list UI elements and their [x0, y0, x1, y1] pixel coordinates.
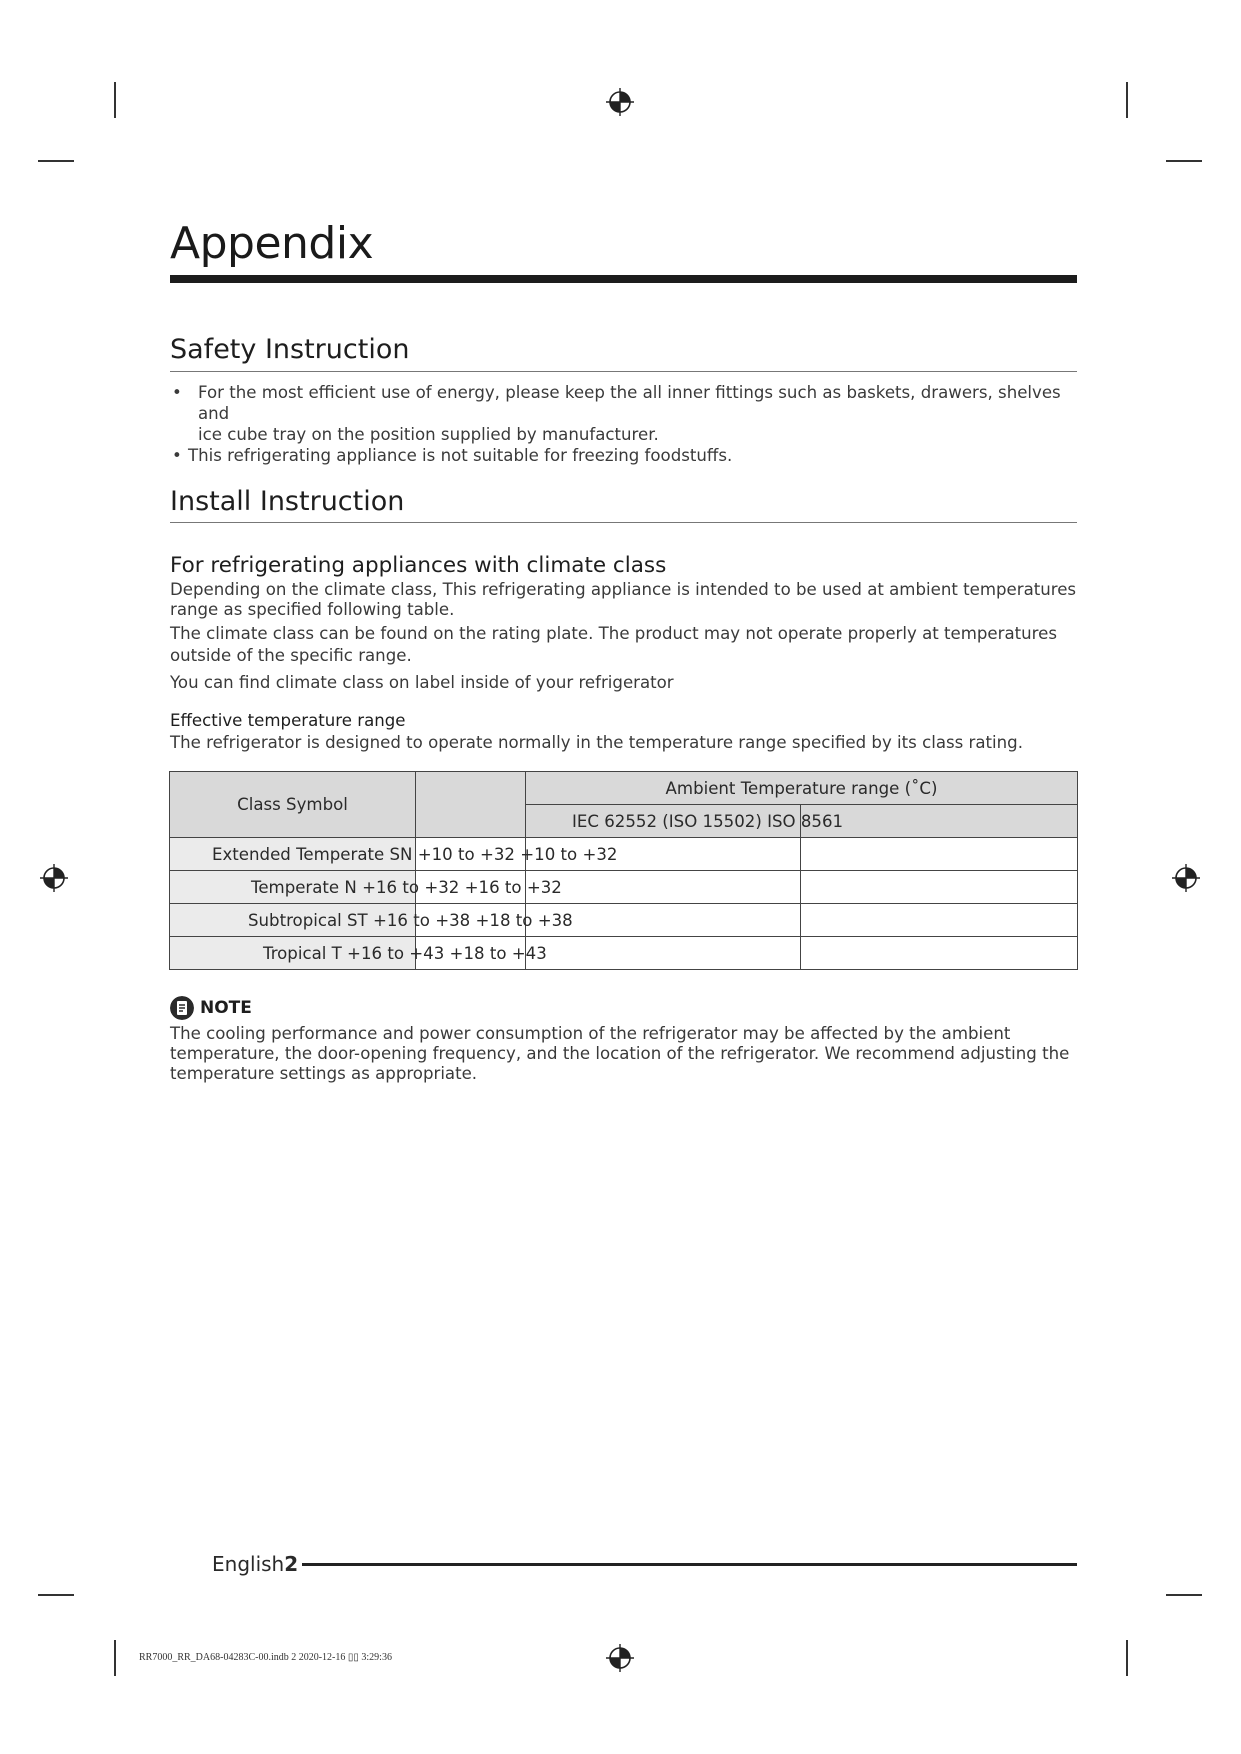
title-rule — [170, 275, 1077, 283]
row-text: Temperate N +16 to +32 +16 to +32 — [251, 878, 562, 897]
bullet: • — [172, 383, 182, 402]
note-heading — [170, 996, 252, 1020]
table-row — [170, 871, 1078, 904]
page-title: Appendix — [170, 218, 374, 269]
table-cell — [801, 838, 1078, 871]
table-cell — [801, 937, 1078, 970]
crop-mark — [38, 160, 74, 162]
row-text: Extended Temperate SN +10 to +32 +10 to +32 — [212, 845, 618, 864]
crop-mark — [1126, 1640, 1128, 1676]
bullet: • — [172, 446, 182, 465]
list-item — [170, 445, 1080, 466]
table-header-blank — [416, 772, 526, 838]
crop-mark — [38, 1594, 74, 1596]
crop-mark — [1166, 1594, 1202, 1596]
climate-class-heading: For refrigerating appliances with climate class — [170, 553, 667, 578]
effective-range-heading: Effective temperature range — [170, 711, 406, 730]
paragraph: The refrigerator is designed to operate normally in the temperature range specified by its class rating. — [170, 733, 1023, 752]
page-footer — [212, 1552, 298, 1576]
table-row — [170, 937, 1078, 970]
footer-rule — [302, 1563, 1077, 1566]
header-label: Ambient Temperature range (˚C) — [665, 778, 938, 798]
table-cell — [170, 937, 547, 970]
note-text: The cooling performance and power consumption of the refrigerator may be affected by the ambient temperature, the door-opening frequency, and the location of the refrigerator. We recommend adjusting the temperature settings as appropriate. — [170, 1024, 1070, 1083]
section-rule — [170, 522, 1077, 523]
table-row — [170, 904, 1078, 937]
row-text: Subtropical ST +16 to +38 +18 to +38 — [248, 911, 573, 930]
crop-mark — [114, 1640, 116, 1676]
table-cell — [801, 904, 1078, 937]
table-cell — [170, 838, 618, 871]
page-number: 2 — [284, 1552, 299, 1576]
safety-heading: Safety Instruction — [170, 334, 410, 365]
paragraph: The climate class can be found on the rating plate. The product may not operate properly at temperatures outside of the specific range. — [170, 624, 1057, 665]
safety-bullet-line: This refrigerating appliance is not suitable for freezing foodstuffs. — [188, 446, 733, 465]
note-icon — [170, 996, 194, 1020]
safety-bullet-line: ice cube tray on the position supplied by manufacturer. — [198, 425, 659, 444]
table-header-class-symbol — [170, 772, 416, 838]
paragraph: Depending on the climate class, This refrigerating appliance is intended to be used at ambient temperatures range as specified following table. — [170, 580, 1077, 619]
row-text: Tropical T +16 to +43 +18 to +43 — [263, 944, 547, 963]
table-cell — [801, 871, 1078, 904]
climate-class-table — [169, 771, 1078, 970]
safety-bullet-line: For the most efficient use of energy, please keep the all inner fittings such as baskets, drawers, shelves and — [198, 383, 1061, 423]
safety-list — [170, 382, 1080, 466]
table-header-standard — [526, 805, 844, 838]
table-header-ambient — [526, 772, 1078, 805]
registration-mark-icon — [606, 1644, 634, 1672]
crop-mark — [1126, 82, 1128, 118]
print-slug: RR7000_RR_DA68-04283C-00.indb 2 2020-12-16 ▯▯ 3:29:36 — [139, 1652, 392, 1663]
list-item — [170, 382, 1080, 445]
table-cell — [526, 937, 801, 970]
section-rule — [170, 371, 1077, 372]
header-label: Class Symbol — [237, 795, 348, 814]
crop-mark — [1166, 160, 1202, 162]
install-heading: Install Instruction — [170, 486, 405, 517]
crop-mark — [114, 82, 116, 118]
registration-mark-icon — [1172, 864, 1200, 892]
registration-mark-icon — [606, 88, 634, 116]
table-cell — [170, 871, 562, 904]
table-row — [170, 838, 1078, 871]
paragraph: You can find climate class on label inside of your refrigerator — [170, 673, 674, 692]
note-label: NOTE — [200, 998, 252, 1018]
header-label: IEC 62552 (ISO 15502) ISO 8561 — [572, 812, 844, 831]
registration-mark-icon — [40, 864, 68, 892]
table-cell — [526, 871, 801, 904]
footer-language: English — [212, 1552, 285, 1576]
table-cell — [170, 904, 573, 937]
